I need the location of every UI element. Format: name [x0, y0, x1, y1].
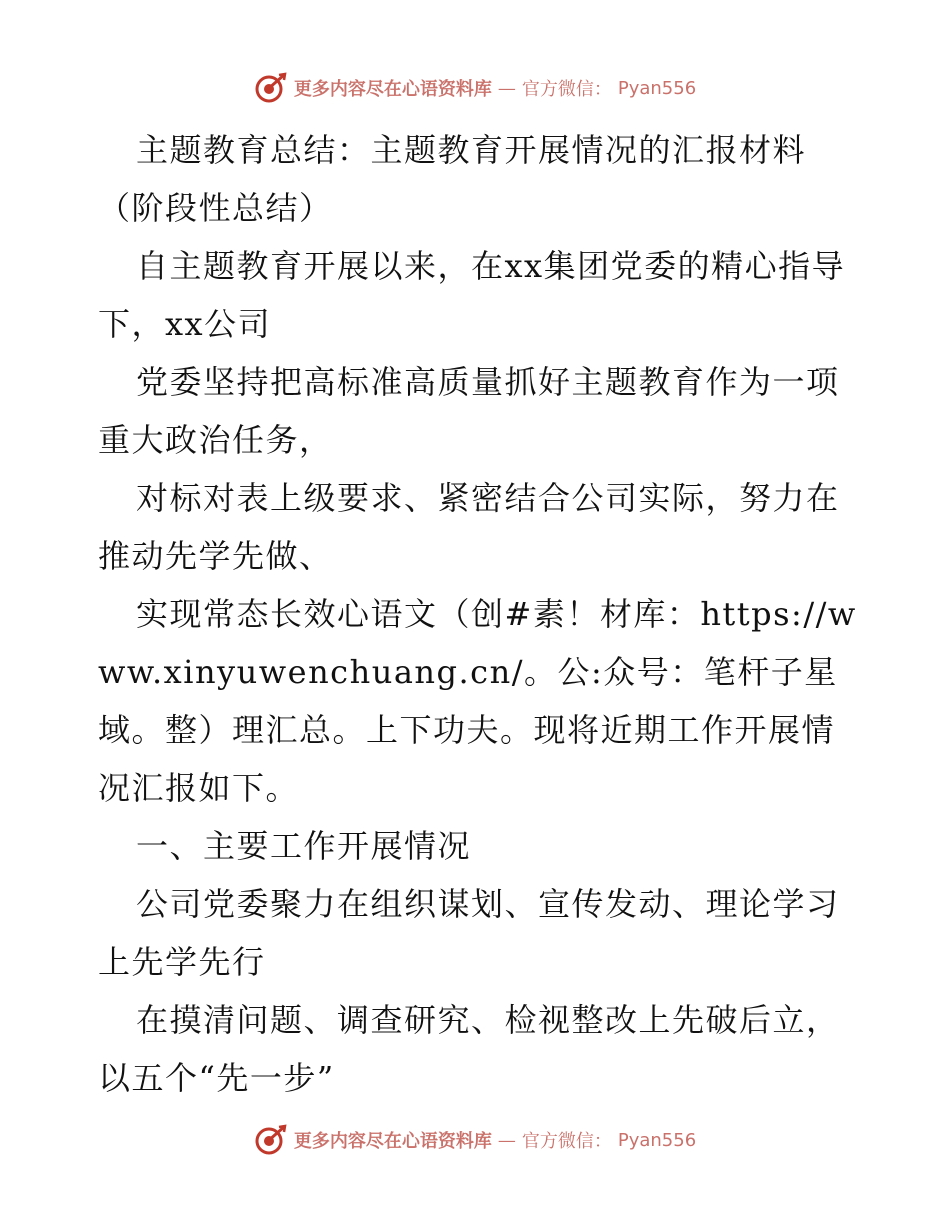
banner-brand-text: 更多内容尽在心语资料库 [293, 79, 492, 100]
footer-banner [0, 1118, 950, 1162]
banner-wechat-id: Pyan556 [617, 77, 697, 99]
document-body [98, 121, 858, 1107]
paragraph: 在摸清问题、调查研究、检视整改上先破后立，以五个“先一步” [98, 1001, 840, 1097]
banner-wechat-label: 官方微信： [521, 1131, 612, 1152]
brand-logo-icon [254, 1123, 288, 1157]
banner-wechat-label: 官方微信： [521, 79, 612, 100]
banner-wechat-id: Pyan556 [617, 1129, 697, 1151]
document-title: 主题教育总结：主题教育开展情况的汇报材料（阶段性总结） [98, 131, 807, 227]
paragraph: 实现常态长效心语文（创#素！材库：https://www.xinyuwenchuang.cn/。公:众号：笔杆子星域。整）理汇总。上下功夫。现将近期工作开展情况汇报如下。 [98, 595, 857, 807]
section-heading: 一、主要工作开展情况 [136, 827, 472, 865]
paragraph: 党委坚持把高标准高质量抓好主题教育作为一项重大政治任务， [98, 363, 840, 459]
paragraph: 公司党委聚力在组织谋划、宣传发动、理论学习上先学先行 [98, 885, 840, 981]
header-banner [0, 66, 950, 110]
paragraph: 自主题教育开展以来，在xx集团党委的精心指导下，xx公司 [98, 247, 846, 343]
paragraph: 对标对表上级要求、紧密结合公司实际，努力在推动先学先做、 [98, 479, 840, 575]
banner-separator: — [497, 77, 516, 99]
banner-separator: — [497, 1129, 516, 1151]
banner-brand-text: 更多内容尽在心语资料库 [293, 1131, 492, 1152]
brand-logo-icon [254, 71, 288, 105]
